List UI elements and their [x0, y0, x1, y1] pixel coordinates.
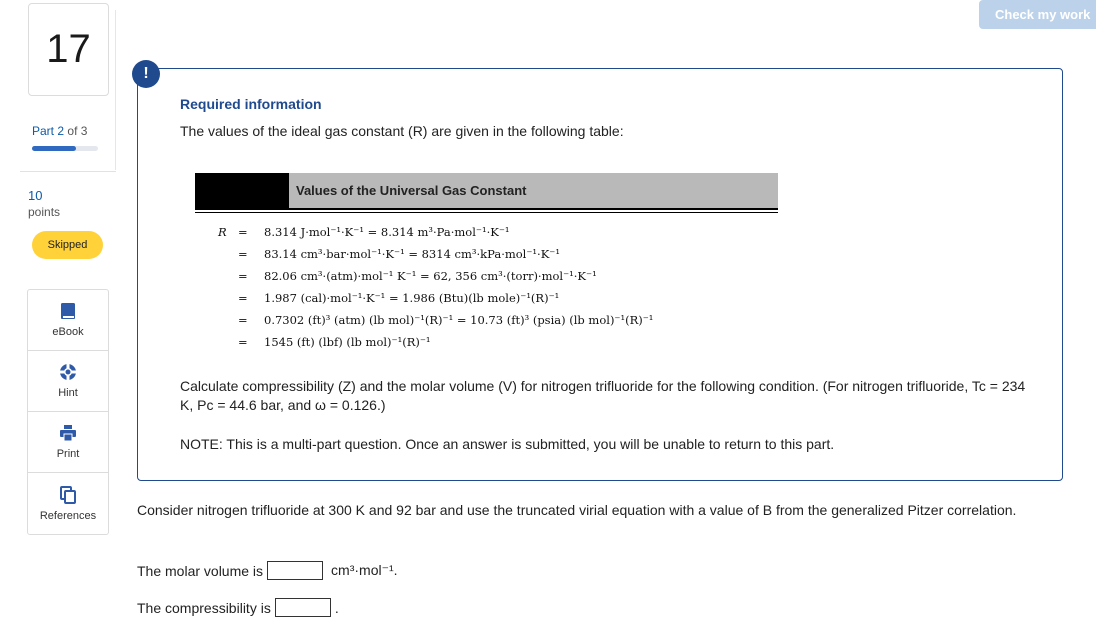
points-value: 10: [28, 188, 43, 203]
references-label: References: [39, 509, 97, 522]
tools-panel: [27, 289, 109, 535]
gas-constant-table-title: Values of the Universal Gas Constant: [296, 183, 527, 198]
question-number: 17: [28, 3, 109, 96]
r-value: 82.06 cm³·(atm)·mol⁻¹ K⁻¹ = 62, 356 cm³·(torr)·mol⁻¹·K⁻¹: [264, 269, 597, 283]
alert-icon: !: [132, 60, 160, 88]
hint-icon: [59, 363, 77, 381]
part-progress-bar: [32, 146, 98, 151]
molar-volume-unit: cm³·mol⁻¹.: [331, 562, 398, 578]
multipart-note: NOTE: This is a multi-part question. Once an answer is submitted, you will be unable to return to this part.: [180, 436, 835, 452]
molar-volume-label: The molar volume is: [137, 562, 264, 579]
table-rule: [195, 212, 778, 213]
divider: [115, 10, 116, 170]
references-button[interactable]: [28, 473, 108, 534]
required-info-title: Required information: [180, 96, 322, 112]
r-value: 83.14 cm³·bar·mol⁻¹·K⁻¹ = 8314 cm³·kPa·mol⁻¹·K⁻¹: [264, 247, 560, 261]
table-row: = 83.14 cm³·bar·mol⁻¹·K⁻¹ = 8314 cm³·kPa·mol⁻¹·K⁻¹: [238, 247, 560, 261]
status-badge: Skipped: [32, 231, 103, 259]
ebook-icon: [59, 302, 77, 320]
calculation-instructions: Calculate compressibility (Z) and the molar volume (V) for nitrogen trifluoride for the following condition. (For nitrogen trifluoride, Tc = 234 K, Pc = 44.6 bar, and ω = 0.126.): [180, 378, 1026, 413]
required-info-panel: [137, 68, 1063, 481]
check-my-work-button[interactable]: Check my work: [979, 0, 1096, 29]
ebook-button[interactable]: [28, 290, 108, 351]
divider: [20, 171, 116, 172]
table-row: = 1545 (ft) (lbf) (lb mol)⁻¹(R)⁻¹: [238, 335, 431, 349]
compressibility-period: .: [334, 599, 339, 616]
compressibility-row: [137, 598, 339, 617]
ebook-label: eBook: [52, 326, 84, 338]
table-row: = 82.06 cm³·(atm)·mol⁻¹ K⁻¹ = 62, 356 cm³·(torr)·mol⁻¹·K⁻¹: [238, 269, 597, 283]
compressibility-label: The compressibility is: [137, 599, 271, 616]
molar-volume-input[interactable]: [267, 561, 323, 580]
r-value: 1.987 (cal)·mol⁻¹·K⁻¹ = 1.986 (Btu)(lb mole)⁻¹(R)⁻¹: [264, 291, 560, 305]
required-info-intro: The values of the ideal gas constant (R) are given in the following table:: [180, 123, 624, 139]
hint-button[interactable]: [28, 351, 108, 412]
compressibility-input[interactable]: [275, 598, 331, 617]
table-header-block: [195, 173, 289, 208]
part-indicator: Part 2 of 3: [32, 124, 88, 138]
table-row: R = 8.314 J·mol⁻¹·K⁻¹ = 8.314 m³·Pa·mol⁻¹·K⁻¹: [218, 225, 510, 239]
table-row: = 0.7302 (ft)³ (atm) (lb mol)⁻¹(R)⁻¹ = 10.73 (ft)³ (psia) (lb mol)⁻¹(R)⁻¹: [238, 313, 654, 327]
r-value: 1545 (ft) (lbf) (lb mol)⁻¹(R)⁻¹: [264, 335, 431, 349]
references-icon: [59, 486, 77, 504]
print-label: Print: [56, 448, 80, 460]
points-label: points: [28, 205, 61, 219]
gas-constant-values: [218, 221, 653, 353]
molar-volume-row: [137, 561, 398, 580]
r-symbol: R: [218, 225, 227, 239]
gas-constant-table-header: [195, 173, 778, 210]
print-icon: [59, 424, 77, 442]
r-value: 0.7302 (ft)³ (atm) (lb mol)⁻¹(R)⁻¹ = 10.73 (ft)³ (psia) (lb mol)⁻¹(R)⁻¹: [264, 313, 654, 327]
table-row: = 1.987 (cal)·mol⁻¹·K⁻¹ = 1.986 (Btu)(lb mole)⁻¹(R)⁻¹: [238, 291, 560, 305]
print-button[interactable]: [28, 412, 108, 473]
r-value: 8.314 J·mol⁻¹·K⁻¹ = 8.314 m³·Pa·mol⁻¹·K⁻¹: [264, 225, 510, 239]
problem-statement: Consider nitrogen trifluoride at 300 K and 92 bar and use the truncated virial equation with a value of B from the generalized Pitzer correlation.: [137, 502, 1017, 518]
hint-label: Hint: [58, 387, 78, 399]
part-progress-fill: [32, 146, 76, 151]
